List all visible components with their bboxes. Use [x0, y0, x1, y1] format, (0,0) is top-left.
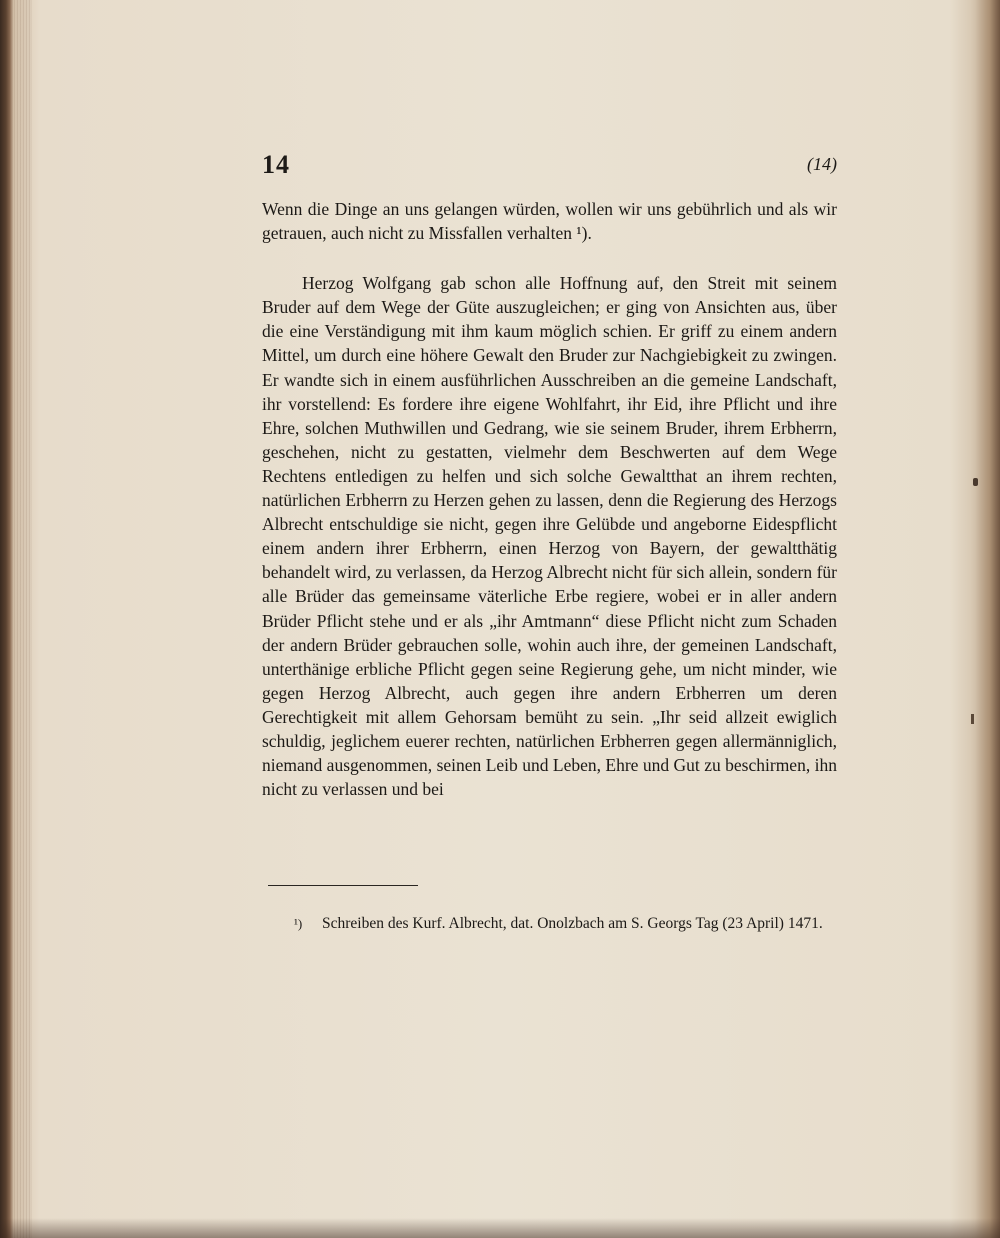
- paragraph-main: Herzog Wolfgang gab schon alle Hoffnung auf, den Streit mit seinem Bruder auf dem Wege der Güte auszugleichen; er ging von Ansichten aus, über die eine Verständigung mit ihm kaum möglich schien. Er griff zu einem andern Mittel, um durch eine höhere Gewalt den Bruder zur Nachgiebigkeit zu zwingen. Er wandte sich in einem ausführlichen Ausschreiben an die gemeine Landschaft, ihr vorstellend: Es fordere ihre eigene Wohlfahrt, ihr Eid, ihre Pflicht und ihre Ehre, solchen Muthwillen und Gedrang, wie sie seinem Bruder, ihrem Erbherrn, geschehen, nicht zu gestatten, vielmehr dem Beschwerten auf dem Wege Rechtens entledigen zu helfen und sich solche Gewaltthat an ihrem rechten, natürlichen Erbherrn zu Herzen gehen zu lassen, denn die Regierung des Herzogs Albrecht entschuldige sie nicht, gegen ihre Gelübde und angeborne Eidespflicht einem andern ihrer Erbherrn, einen Herzog von Bayern, der gewaltthätig behandelt wird, zu verlassen, da Herzog Albrecht nicht für sich allein, sondern für alle Brüder das gemeinsame väterliche Erbe regiere, wobei er in aller andern Brüder Pflicht stehe und er als „ihr Amtmann“ diese Pflicht nicht zum Schaden der andern Brüder gebrauchen solle, wohin auch ihre, der gemeinen Landschaft, unterthänige erbliche Pflicht gegen seine Regierung gehe, um nicht minder, wie gegen Herzog Albrecht, auch gegen ihre andern Erbherren um deren Gerechtigkeit mit allem Gehorsam bemüht zu sein. „Ihr seid allzeit ewiglich schuldig, jeglichem euerer rechten, natürlichen Erbherren gegen allermänniglich, niemand ausgenommen, seinen Leib und Leben, Ehre und Gut zu beschirmen, ihn nicht zu verlassen und bei: [262, 273, 837, 800]
- page-bottom-edge: [0, 1218, 1000, 1238]
- book-gutter: [14, 0, 32, 1238]
- page-reference: (14): [807, 154, 837, 174]
- paper-speck: [973, 478, 978, 486]
- page-number: 14: [262, 150, 290, 179]
- body-text: [262, 197, 837, 801]
- footnote-text: Schreiben des Kurf. Albrecht, dat. Onolzbach am S. Georgs Tag (23 April) 1471.: [322, 915, 823, 932]
- paragraph-intro: Wenn die Dinge an uns gelangen würden, wollen wir uns gebührlich und als wir getrauen, auch nicht zu Missfallen verhalten ¹).: [262, 199, 837, 244]
- footnote: [296, 913, 838, 935]
- footnote-mark: ¹): [294, 916, 303, 931]
- page-right-edge: [970, 0, 1000, 1238]
- page-header: [262, 150, 837, 180]
- paper-speck: [971, 714, 974, 724]
- footnote-divider: [268, 885, 418, 886]
